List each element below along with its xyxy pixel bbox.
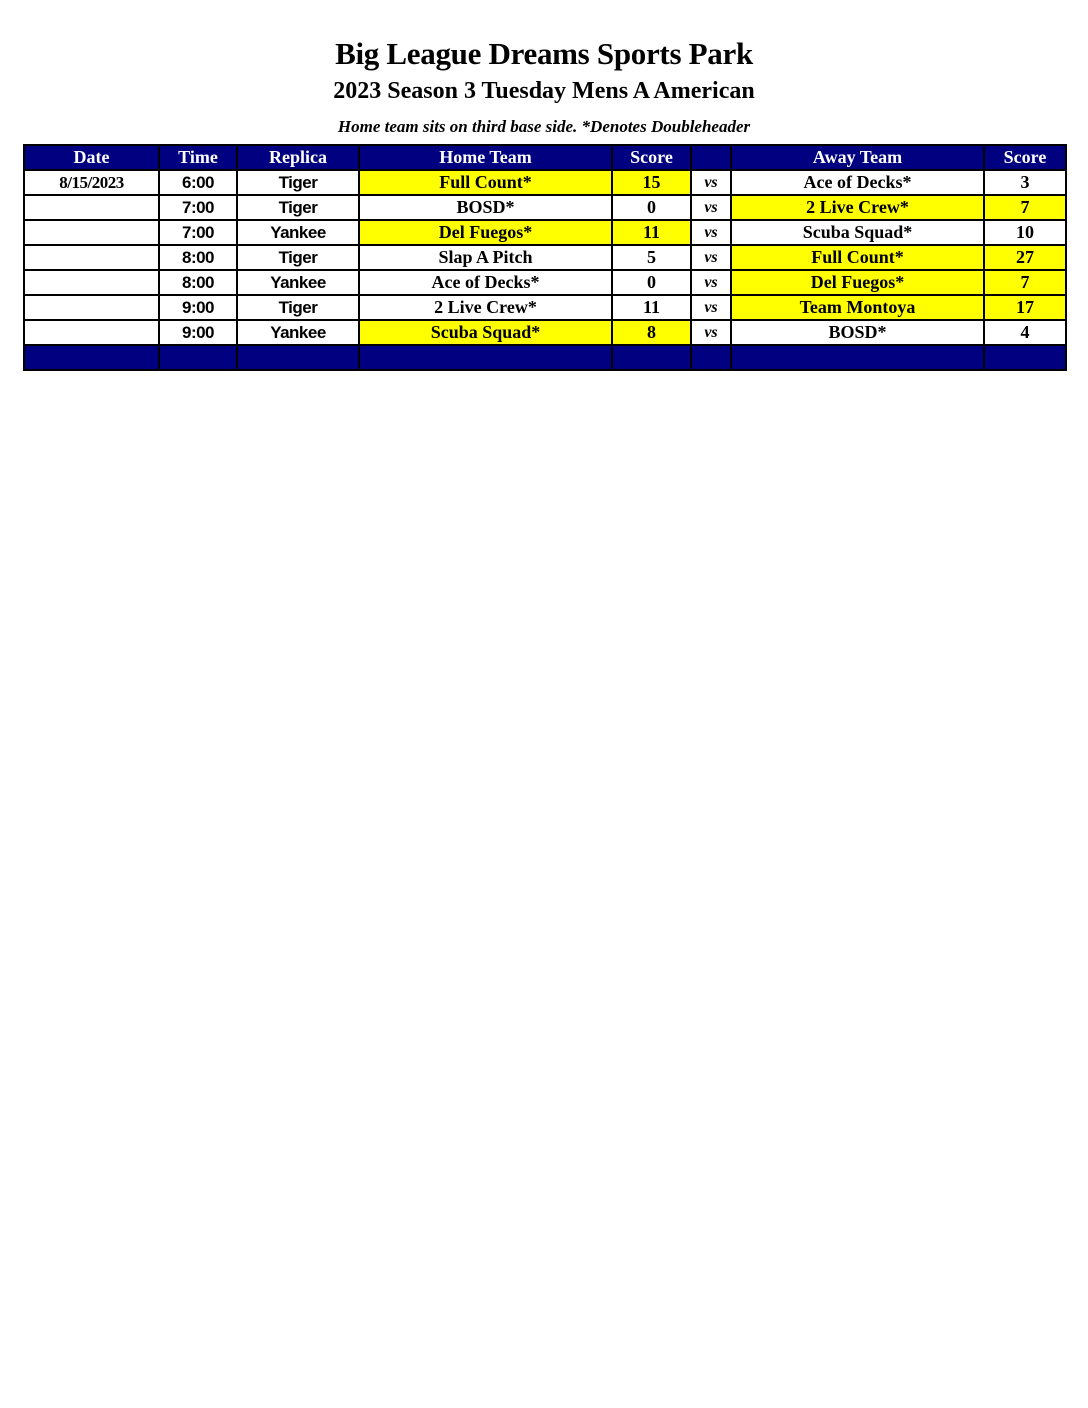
footer-cell bbox=[159, 345, 237, 370]
game-row bbox=[24, 220, 1066, 245]
home-team: Scuba Squad* bbox=[359, 320, 612, 345]
home-team: Slap A Pitch bbox=[359, 245, 612, 270]
away-score: 10 bbox=[984, 220, 1066, 245]
footer-cell bbox=[237, 345, 359, 370]
footer-cell bbox=[24, 345, 159, 370]
footer-cell bbox=[731, 345, 984, 370]
home-team: Del Fuegos* bbox=[359, 220, 612, 245]
game-replica-field: Tiger bbox=[237, 295, 359, 320]
home-score: 0 bbox=[612, 195, 691, 220]
column-header-replica: Replica bbox=[237, 145, 359, 170]
column-header-vs bbox=[691, 145, 731, 170]
page-title: Big League Dreams Sports Park bbox=[335, 36, 753, 71]
game-date: 8/15/2023 bbox=[24, 170, 159, 195]
game-time: 9:00 bbox=[159, 320, 237, 345]
game-row bbox=[24, 270, 1066, 295]
vs-label: vs bbox=[691, 245, 731, 270]
away-team: BOSD* bbox=[731, 320, 984, 345]
game-date bbox=[24, 220, 159, 245]
away-score: 7 bbox=[984, 270, 1066, 295]
away-team: 2 Live Crew* bbox=[731, 195, 984, 220]
footer-cell bbox=[359, 345, 612, 370]
home-score: 15 bbox=[612, 170, 691, 195]
game-time: 8:00 bbox=[159, 270, 237, 295]
game-replica-field: Yankee bbox=[237, 270, 359, 295]
vs-label: vs bbox=[691, 320, 731, 345]
vs-label: vs bbox=[691, 270, 731, 295]
vs-label: vs bbox=[691, 295, 731, 320]
vs-label: vs bbox=[691, 170, 731, 195]
game-row bbox=[24, 295, 1066, 320]
game-time: 7:00 bbox=[159, 195, 237, 220]
footer-cell bbox=[691, 345, 731, 370]
game-row bbox=[24, 245, 1066, 270]
game-time: 9:00 bbox=[159, 295, 237, 320]
home-score: 11 bbox=[612, 220, 691, 245]
home-team: Ace of Decks* bbox=[359, 270, 612, 295]
footer-row bbox=[24, 345, 1066, 370]
doubleheader-note: Home team sits on third base side. *Denotes Doubleheader bbox=[337, 117, 751, 136]
home-score: 5 bbox=[612, 245, 691, 270]
game-replica-field: Yankee bbox=[237, 220, 359, 245]
away-score: 4 bbox=[984, 320, 1066, 345]
game-row bbox=[24, 195, 1066, 220]
away-score: 7 bbox=[984, 195, 1066, 220]
column-header-home-team: Home Team bbox=[359, 145, 612, 170]
column-header-time: Time bbox=[159, 145, 237, 170]
vs-label: vs bbox=[691, 195, 731, 220]
game-date bbox=[24, 320, 159, 345]
game-replica-field: Tiger bbox=[237, 195, 359, 220]
home-score: 8 bbox=[612, 320, 691, 345]
home-team: Full Count* bbox=[359, 170, 612, 195]
away-team: Scuba Squad* bbox=[731, 220, 984, 245]
game-date bbox=[24, 270, 159, 295]
game-row bbox=[24, 320, 1066, 345]
away-team: Del Fuegos* bbox=[731, 270, 984, 295]
away-team: Ace of Decks* bbox=[731, 170, 984, 195]
column-header-home-score: Score bbox=[612, 145, 691, 170]
game-time: 7:00 bbox=[159, 220, 237, 245]
game-replica-field: Yankee bbox=[237, 320, 359, 345]
away-score: 3 bbox=[984, 170, 1066, 195]
away-team: Team Montoya bbox=[731, 295, 984, 320]
game-date bbox=[24, 295, 159, 320]
game-time: 8:00 bbox=[159, 245, 237, 270]
game-replica-field: Tiger bbox=[237, 170, 359, 195]
schedule-table bbox=[23, 144, 1067, 371]
column-header-date: Date bbox=[24, 145, 159, 170]
vs-label: vs bbox=[691, 220, 731, 245]
away-score: 17 bbox=[984, 295, 1066, 320]
home-team: 2 Live Crew* bbox=[359, 295, 612, 320]
home-score: 11 bbox=[612, 295, 691, 320]
away-score: 27 bbox=[984, 245, 1066, 270]
home-team: BOSD* bbox=[359, 195, 612, 220]
home-score: 0 bbox=[612, 270, 691, 295]
column-header-away-score: Score bbox=[984, 145, 1066, 170]
game-time: 6:00 bbox=[159, 170, 237, 195]
footer-cell bbox=[984, 345, 1066, 370]
header-row bbox=[24, 145, 1066, 170]
game-replica-field: Tiger bbox=[237, 245, 359, 270]
away-team: Full Count* bbox=[731, 245, 984, 270]
game-date bbox=[24, 195, 159, 220]
game-row bbox=[24, 170, 1066, 195]
game-date bbox=[24, 245, 159, 270]
column-header-away-team: Away Team bbox=[731, 145, 984, 170]
page-subtitle: 2023 Season 3 Tuesday Mens A American bbox=[333, 78, 755, 104]
footer-cell bbox=[612, 345, 691, 370]
